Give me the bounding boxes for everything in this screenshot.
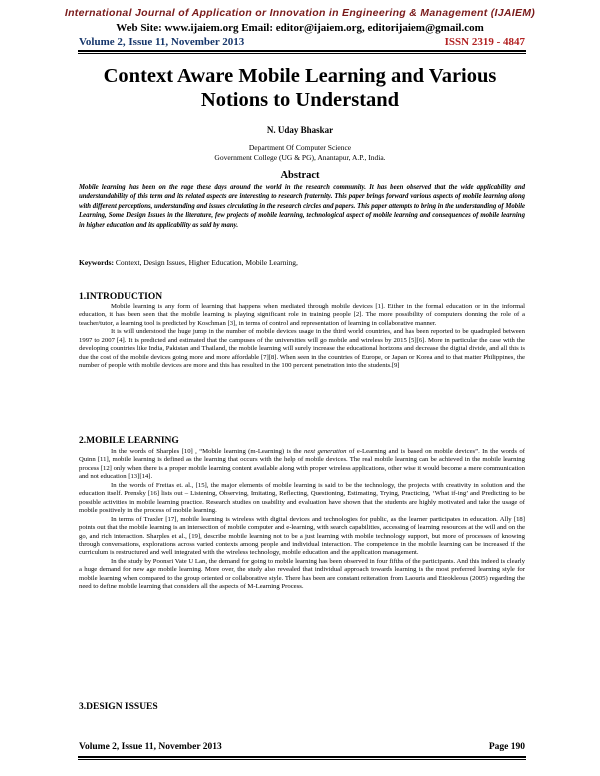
section-heading-design-issues: 3.DESIGN ISSUES: [79, 702, 158, 712]
paper-title: [70, 64, 530, 112]
keywords: [79, 258, 525, 267]
paper-title-line: Notions to Understand: [200, 89, 400, 111]
page-number: Page 190: [488, 742, 525, 752]
paragraph: In terms of Traxler [17], mobile learning is wireless with digital devices and technologies for public, as the learner participates in education. Ally [18] points out that the mobile learning is an intersection of mobile computer and e-learning, with search capabilities, accessing of learning resources at the will and on the go, and rich interaction. Sharples et al., [19], describe mobile learning not to be a just learning with mobile technology support, but more of processes of knowing through conversations, explorations across varied contexts among people and individual interaction. The competence in the mobile learning can be increased if the curriculum is restructured and well integrated with the wireless technology, mobile education and the application management.: [79, 515, 525, 557]
keywords-text: Context, Design Issues, Higher Education, Mobile Learning,: [115, 258, 298, 267]
journal-website: Web Site: www.ijaiem.org Email: editor@ijaiem.org, editorijaiem@gmail.com: [116, 22, 484, 34]
affiliation: [0, 143, 600, 163]
section-heading-mobile-learning: 2.MOBILE LEARNING: [79, 436, 179, 446]
header-rule: [78, 50, 526, 52]
issn-number: ISSN 2319 - 4847: [444, 36, 525, 48]
header-rule-thin: [78, 53, 526, 54]
page-footer: [79, 742, 525, 752]
abstract-heading: Abstract: [280, 170, 320, 181]
footer-rule-thin: [78, 759, 526, 760]
paragraph: It is will understood the huge jump in the number of mobile devices usage in the third world countries, and has been reported to be quadrupled between 1997 to 2007 [4]. It is predicted and estimated that the campuses of the universities will go mobile and wireless by 2015 [5][6]. More in particular the case with the developing countries like India, Pakistan and Thailand, the mobile learning will surely increase the educational horizons and decrease the digital divide, and all this is due the cost of the mobile devices going more and more affordable [7][8]. When seen in the countries of Europe, or Japan or Korea and to that matter Philippines, the number of people with mobile devices are more and this has resulted in the 100 percent penetration into the students.[9]: [79, 328, 525, 370]
paragraph: [79, 448, 525, 482]
journal-name: International Journal of Application or Innovation in Engineering & Management (IJAIEM): [64, 7, 536, 19]
abstract-text: Mobile learning has been on the rage these days around the world in the research community. It has been observed that the wide applicability and understandability of this term and its related aspects are interesting to research fraternity. This paper brings forward various aspects of mobile learning along with different perceptions, understanding and issues circulating in the research circles and papers. This paper attempts to bring in the understanding of Mobile Learning, Some Design Issues in the literature, few projects of mobile learning, technological aspect of mobile learning and consequences of mobile learning in higher education and its applicability as said by many.: [79, 184, 525, 229]
footer-rule: [78, 756, 526, 758]
paragraph: Mobile learning is any form of learning that happens when mediated through mobile devices [1]. Either in the formal education or in the informal education, it has been seen that the mobile learning is playing significant role in training people [2]. The more possibility of computers donning the role of a teacher/tutor, a learning tool is predicted by Koschman [3], in terms of control and representation of learning in collaborative manner.: [79, 303, 525, 327]
volume-info: Volume 2, Issue 11, November 2013: [79, 36, 245, 48]
paper-title-line: Context Aware Mobile Learning and Various: [103, 65, 497, 87]
introduction-body: [79, 303, 525, 371]
mobile-learning-body: [79, 448, 525, 592]
emphasis-text: next generation: [304, 448, 347, 455]
section-heading-introduction: 1.INTRODUCTION: [79, 292, 163, 302]
author-name: N. Uday Bhaskar: [266, 125, 334, 135]
paragraph-part: In the words of Sharples [10] , “Mobile learning (m-Learning) is the: [111, 448, 304, 455]
keywords-label: Keywords:: [79, 258, 114, 267]
paragraph: In the study by Poonsri Vate U Lan, the demand for going to mobile learning has been observed in four fifths of the participants. And this indeed is clearly a huge demand for new age mobile learning. More over, the study also revealed that individual approach towards learning is the most preferred learning style for mobile learning when compared to the group oriented or collaborative style. There has been are constant reiteration from Laouris and Eteokleous (2005) regarding the need to define mobile learning that considers all the aspects of M-Learning Process.: [79, 557, 525, 591]
affiliation-line: Government College (UG & PG), Anantapur, A.P., India.: [214, 153, 386, 162]
paragraph: In the words of Freitas et. al., [15], the major elements of mobile learning is said to be the technology, the projects with creativity in solution and the education itself. Prensky [16] lists out – Listening, Observing, Imitating, Reflecting, Questioning, Estimating, Trying, Practicing, ‘What if-ing’ and Predicting to be possible activities in mobile learning practice. Research studies on usability and evaluation have shown that the students are highly motivated and take the usage of mobile positively in the process of mobile learning.: [79, 481, 525, 515]
affiliation-line: Department Of Computer Science: [248, 143, 352, 152]
footer-volume: Volume 2, Issue 11, November 2013: [79, 742, 222, 752]
paragraph-part: of e-Learning and is based on mobile devices”. In the words of Quinn [11], mobile learning is defined as the learning that occurs with the help of mobile devices. The real mobile learning can be achieved in the mobile learning process [12] only when there is a proper mobile learning content available along with proper wireless applications, other wise it would become a mere communication and not education [13][14].: [79, 448, 525, 481]
volume-row: [79, 36, 525, 48]
